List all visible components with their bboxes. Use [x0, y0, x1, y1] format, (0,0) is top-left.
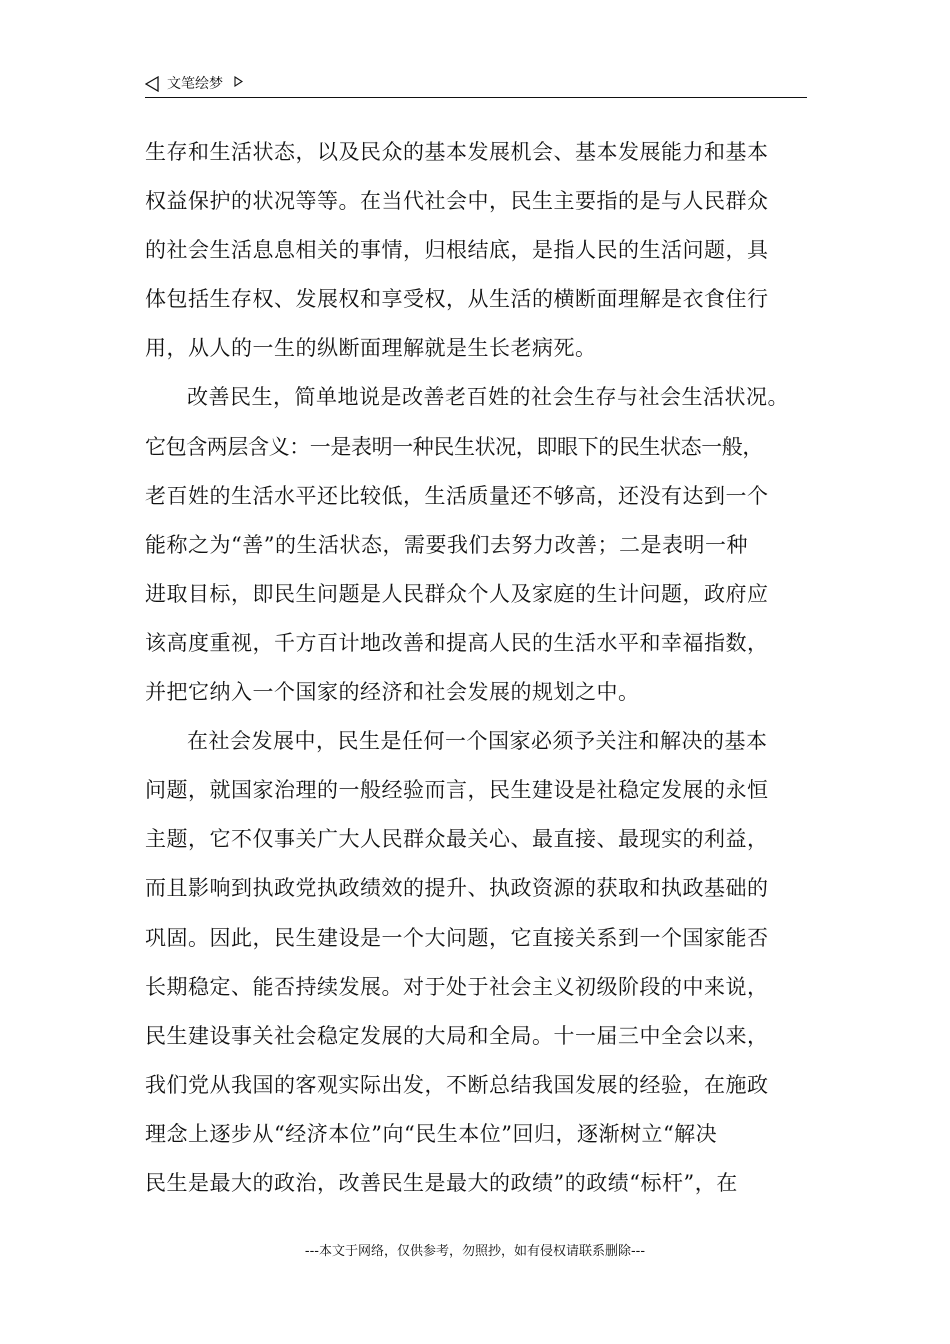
page-footer-disclaimer: ---本文于网络，仅供参考，勿照抄，如有侵权请联系删除---: [304, 1244, 646, 1259]
body-line: 的社会生活息息相关的事情，归根结底，是指人民的生活问题，具: [145, 238, 769, 263]
body-line: 进取目标，即民生问题是人民群众个人及家庭的生计问题，政府应: [145, 581, 769, 606]
body-line: 权益保护的状况等等。在当代社会中，民生主要指的是与人民群众: [145, 189, 769, 214]
body-line: 长期稳定、能否持续发展。对于处于社会主义初级阶段的中来说，: [145, 974, 769, 999]
triangle-right-outline-icon: [234, 76, 243, 87]
page-header: [145, 74, 805, 96]
body-line: 用，从人的一生的纵断面理解就是生长老病死。: [145, 336, 597, 361]
body-line: 问题，就国家治理的一般经验而言，民生建设是社稳定发展的永恒: [145, 778, 769, 803]
body-line: 我们党从我国的客观实际出发，不断总结我国发展的经验，在施政: [145, 1072, 769, 1097]
body-line: 能称之为“善”的生活状态，需要我们去努力改善；二是表明一种: [145, 532, 748, 557]
body-line: 理念上逐步从“经济本位”向“民生本位”回归，逐渐树立“解决: [145, 1121, 718, 1146]
body-line: 民生是最大的政治，改善民生是最大的政绩”的政绩“标杆”，在: [145, 1170, 738, 1195]
body-line: 而且影响到执政党执政绩效的提升、执政资源的获取和执政基础的: [145, 876, 769, 901]
paragraph-start-line: 在社会发展中，民生是任何一个国家必须予关注和解决的基本: [187, 729, 768, 754]
body-line: 老百姓的生活水平还比较低，生活质量还不够高，还没有达到一个: [145, 483, 769, 508]
paragraph-start-line: 改善民生，简单地说是改善老百姓的社会生存与社会生活状况。: [187, 385, 789, 410]
body-line: 生存和生活状态，以及民众的基本发展机会、基本发展能力和基本: [145, 140, 769, 164]
body-line: 并把它纳入一个国家的经济和社会发展的规划之中。: [145, 680, 640, 705]
body-line: 体包括生存权、发展权和享受权，从生活的横断面理解是衣食住行: [145, 287, 769, 312]
document-body: [145, 128, 825, 1208]
body-line: 巩固。因此，民生建设是一个大问题，它直接关系到一个国家能否: [145, 925, 769, 950]
body-line: 该高度重视，千方百计地改善和提高人民的生活水平和幸福指数，: [145, 630, 769, 655]
body-line: 民生建设事关社会稳定发展的大局和全局。十一届三中全会以来，: [145, 1023, 769, 1048]
header-title: 文笔绘梦: [167, 76, 223, 92]
triangle-left-outline-icon: [145, 76, 159, 92]
body-line: 它包含两层含义：一是表明一种民生状况，即眼下的民生状态一般，: [145, 434, 763, 459]
header-divider: [145, 97, 807, 98]
body-line: 主题，它不仅事关广大人民群众最关心、最直接、最现实的利益，: [145, 827, 769, 852]
